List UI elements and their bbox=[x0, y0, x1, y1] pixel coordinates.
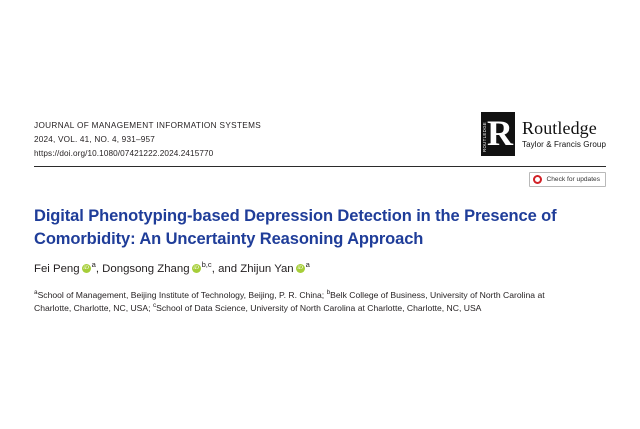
affiliation-mark: b bbox=[326, 289, 331, 297]
affiliation-mark: c bbox=[152, 301, 157, 309]
publisher-name-block bbox=[522, 118, 606, 151]
crossmark-icon bbox=[533, 175, 542, 184]
orcid-icon[interactable] bbox=[192, 264, 201, 273]
publisher-subtitle: Taylor & Francis Group bbox=[521, 139, 606, 149]
journal-volume-issue: 2024, VOL. 41, NO. 4, 931–957 bbox=[34, 135, 155, 144]
article-title: Digital Phenotyping-based Depression Detection in the Presence of Comorbidity: An Uncertainty Reasoning Approach bbox=[34, 207, 557, 248]
author-conjunction: and bbox=[218, 263, 241, 275]
author-list bbox=[34, 262, 606, 277]
author-affil-mark: a bbox=[91, 260, 96, 270]
affiliation-mark: a bbox=[34, 289, 38, 297]
author-separator: , bbox=[95, 263, 103, 275]
author-affil-mark: b,c bbox=[201, 260, 212, 270]
orcid-icon[interactable] bbox=[296, 264, 305, 273]
journal-doi-link[interactable]: https://doi.org/10.1080/07421222.2024.2415770 bbox=[34, 149, 214, 158]
affiliation-list bbox=[34, 289, 574, 314]
author-separator: , bbox=[211, 263, 219, 275]
journal-title: JOURNAL OF MANAGEMENT INFORMATION SYSTEMS bbox=[34, 121, 262, 130]
journal-info bbox=[34, 94, 261, 160]
journal-masthead bbox=[34, 94, 606, 167]
affiliation-text: Belk College of Business, University of North Carolina at Charlotte, Charlotte, NC, USA; bbox=[34, 290, 545, 313]
author-affil-mark: a bbox=[305, 260, 310, 270]
author-name: Zhijun Yan bbox=[240, 263, 294, 275]
check-for-updates-button[interactable] bbox=[529, 172, 606, 187]
author-name: Fei Peng bbox=[34, 263, 80, 275]
author-name: Dongsong Zhang bbox=[102, 263, 190, 275]
affiliation-text: School of Management, Beijing Institute of Technology, Beijing, P. R. China; bbox=[37, 290, 327, 300]
routledge-r-icon bbox=[481, 112, 515, 156]
article-first-page bbox=[0, 94, 640, 364]
routledge-letter-r: R bbox=[486, 113, 513, 153]
orcid-icon[interactable] bbox=[82, 264, 91, 273]
check-for-updates-label: Check for updates bbox=[546, 176, 600, 183]
publisher-name: Routledge bbox=[521, 117, 597, 138]
routledge-vertical-text: ROUTLEDGE bbox=[482, 121, 488, 152]
publisher-logo bbox=[481, 94, 606, 156]
check-updates-row bbox=[34, 172, 606, 187]
affiliation-text: School of Data Science, University of North Carolina at Charlotte, Charlotte, NC, USA bbox=[156, 302, 482, 313]
